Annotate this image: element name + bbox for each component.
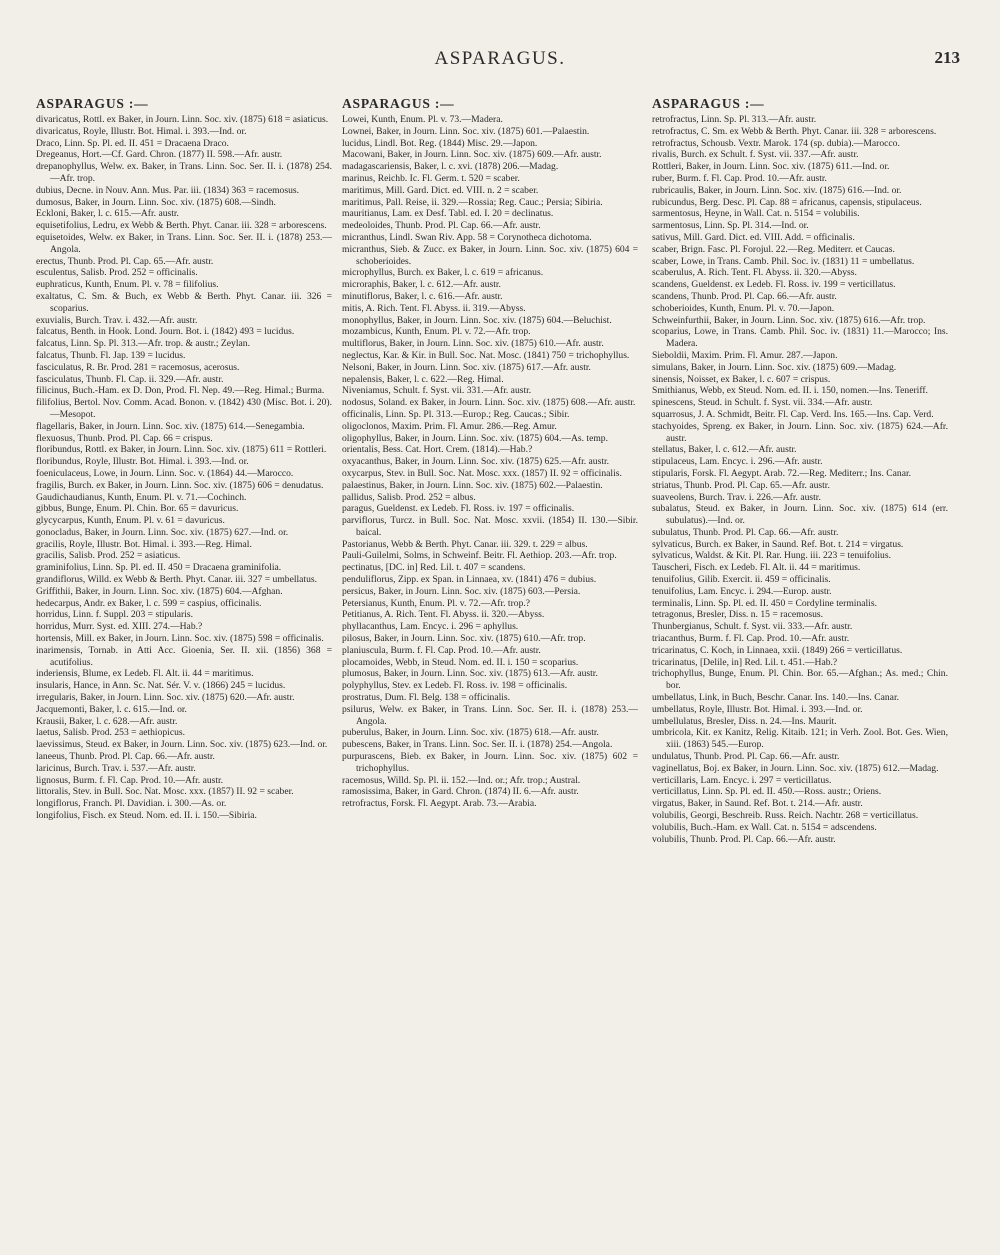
index-entry: pectinatus, [DC. in] Red. Lil. t. 407 = scandens. — [342, 562, 526, 574]
index-entry: hortensis, Mill. ex Baker, in Journ. Linn. Soc. xiv. (1875) 598 = officinalis. — [36, 633, 324, 645]
index-entry: Sieboldii, Maxim. Prim. Fl. Amur. 287.—Japon. — [652, 349, 838, 361]
index-entry: inarimensis, Tornab. in Atti Acc. Gioenia, Ser. II. xii. (1856) 368 = acutifolius. — [36, 644, 332, 668]
index-entry: pilosus, Baker, in Journ. Linn. Soc. xiv. (1875) 610.—Afr. trop. — [342, 633, 586, 645]
index-entry: plumosus, Baker, in Journ. Linn. Soc. xiv. (1875) 613.—Afr. austr. — [342, 668, 598, 680]
index-entry: schoberioides, Kunth, Enum. Pl. v. 70.—Japon. — [652, 302, 835, 314]
index-entry: fasciculatus, Thunb. Fl. Cap. ii. 329.—Afr. austr. — [36, 373, 224, 385]
index-entry: flagellaris, Baker, in Journ. Linn. Soc. xiv. (1875) 614.—Senegambia. — [36, 420, 305, 432]
index-entry: exaltatus, C. Sm. & Buch, ex Webb & Berth. Phyt. Canar. iii. 326 = scoparius. — [36, 290, 332, 314]
index-entry: neglectus, Kar. & Kir. in Bull. Soc. Nat. Mosc. (1841) 750 = trichophyllus. — [342, 349, 630, 361]
index-entry: scaber, Lowe, in Trans. Camb. Phil. Soc. iv. (1831) 11 = umbellatus. — [652, 255, 915, 267]
index-entry: Lowei, Kunth, Enum. Pl. v. 73.—Madera. — [342, 114, 503, 125]
index-entry: stipularis, Forsk. Fl. Aegypt. Arab. 72.—Reg. Mediterr.; Ins. Canar. — [652, 467, 912, 479]
column-3 — [652, 96, 948, 1176]
index-entry: Pastorianus, Webb & Berth. Phyt. Canar. iii. 329. t. 229 = albus. — [342, 538, 588, 550]
index-entry: tetragonus, Bresler, Diss. n. 15 = racemosus. — [652, 609, 824, 621]
index-entry: psilurus, Welw. ex Baker, in Trans. Linn. Soc. Ser. II. i. (1878) 253.—Angola. — [342, 703, 638, 727]
index-entry: Smithianus, Webb, ex Steud. Nom. ed. II. i. 150, nomen.—Ins. Teneriff. — [652, 385, 928, 397]
index-entry: gibbus, Bunge, Enum. Pl. Chin. Bor. 65 = davuricus. — [36, 503, 239, 515]
index-entry: tenuifolius, Gilib. Exercit. ii. 459 = officinalis. — [652, 574, 831, 586]
index-entry: horridus, Murr. Syst. ed. XIII. 274.—Hab.? — [36, 621, 203, 633]
column-heading: ASPARAGUS :— — [342, 96, 455, 111]
index-entry: equisetoides, Welw. ex Baker, in Trans. Linn. Soc. Ser. II. i. (1878) 253.—Angola. — [36, 231, 332, 255]
index-entry: nepalensis, Baker, l. c. 622.—Reg. Himal. — [342, 373, 504, 385]
index-entry: euphraticus, Kunth, Enum. Pl. v. 78 = filifolius. — [36, 279, 219, 291]
index-entry: maritimus, Pall. Reise, ii. 329.—Rossia; Reg. Cauc.; Persia; Sibiria. — [342, 196, 603, 208]
index-entry: palaestinus, Baker, in Journ. Linn. Soc. xiv. (1875) 602.—Palaestin. — [342, 479, 603, 491]
index-entry: filifolius, Bertol. Nov. Comm. Acad. Bonon. v. (1842) 430 (Misc. Bot. i. 20).—Mesopot. — [36, 397, 332, 420]
index-entry: oligophyllus, Baker, in Journ. Linn. Soc. xiv. (1875) 604.—As. temp. — [342, 432, 609, 444]
index-entry: penduliflorus, Zipp. ex Span. in Linnaea, xv. (1841) 476 = dubius. — [342, 574, 597, 586]
index-entry: Petitianus, A. Rich. Tent. Fl. Abyss. ii. 320.—Abyss. — [342, 609, 545, 621]
index-entry: umbricola, Kit. ex Kanitz, Relig. Kitaib. 121; in Verh. Zool. Bot. Ges. Wien, xiii. (1863) 545.—Europ. — [652, 727, 948, 751]
index-entry: subalatus, Steud. ex Baker, in Journ. Linn. Soc. xiv. (1875) 614 (err. subulatus).—Ind. or. — [652, 503, 948, 527]
index-entry: horridus, Linn. f. Suppl. 203 = stipularis. — [36, 609, 194, 621]
index-entry: plocamoides, Webb, in Steud. Nom. ed. II. i. 150 = scoparius. — [342, 656, 579, 668]
index-entry: drepanophyllus, Welw. ex. Baker, in Trans. Linn. Soc. Ser. II. i. (1878) 254.—Afr. trop. — [36, 161, 332, 184]
index-entry: scaber, Brign. Fasc. Pl. Forojul. 22.—Reg. Mediterr. et Caucas. — [652, 243, 895, 255]
index-entry: sinensis, Noisset, ex Baker, l. c. 607 = crispus. — [652, 373, 831, 385]
index-entry: Dregeanus, Hort.—Cf. Gard. Chron. (1877) II. 598.—Afr. austr. — [36, 149, 283, 161]
index-entry: falcatus, Linn. Sp. Pl. 313.—Afr. trop. & austr.; Zeylan. — [36, 338, 250, 350]
index-entry: erectus, Thunb. Prod. Pl. Cap. 65.—Afr. austr. — [36, 255, 214, 267]
index-entry: graminifolius, Linn. Sp. Pl. ed. II. 450 = Dracaena graminifolia. — [36, 562, 282, 574]
index-entry: sylvaticus, Burch. ex Baker, in Saund. Ref. Bot. t. 214 = virgatus. — [652, 538, 904, 550]
index-entry: phyllacanthus, Lam. Encyc. i. 296 = aphyllus. — [342, 621, 519, 633]
index-entry: fasciculatus, R. Br. Prod. 281 = racemosus, acerosus. — [36, 361, 240, 373]
index-entry: volubilis, Georgi, Beschreib. Russ. Reich. Nachtr. 268 = verticillatus. — [652, 810, 919, 822]
column-1 — [36, 96, 332, 1176]
index-entry: scaberulus, A. Rich. Tent. Fl. Abyss. ii. 320.—Abyss. — [652, 267, 857, 279]
index-entry: Pauli-Guilelmi, Solms, in Schweinf. Beitr. Fl. Aethiop. 203.—Afr. trop. — [342, 550, 617, 562]
index-entry: tricarinatus, [Delile, in] Red. Lil. t. 451.—Hab.? — [652, 656, 838, 668]
index-entry: Rottleri, Baker, in Journ. Linn. Soc. xiv. (1875) 611.—Ind. or. — [652, 161, 890, 173]
index-entry: Jacquemonti, Baker, l. c. 615.—Ind. or. — [36, 703, 187, 715]
index-entry: glycycarpus, Kunth, Enum. Pl. v. 61 = davuricus. — [36, 515, 225, 527]
index-entry: verticillaris, Lam. Encyc. i. 297 = verticillatus. — [652, 774, 832, 786]
column-2 — [342, 96, 638, 1176]
index-entry: Draco, Linn. Sp. Pl. ed. II. 451 = Dracaena Draco. — [36, 137, 229, 149]
index-entry: floribundus, Royle, Illustr. Bot. Himal. i. 393.—Ind. or. — [36, 456, 249, 468]
index-entry: Macowani, Baker, in Journ. Linn. Soc. xiv. (1875) 609.—Afr. austr. — [342, 149, 602, 161]
index-entry: polyphyllus, Stev. ex Ledeb. Fl. Ross. iv. 198 = officinalis. — [342, 680, 568, 692]
index-entry: paragus, Gueldenst. ex Ledeb. Fl. Ross. iv. 197 = officinalis. — [342, 503, 575, 515]
index-entry: rivalis, Burch. ex Schult. f. Syst. vii. 337.—Afr. austr. — [652, 149, 859, 161]
index-entry: oxycarpus, Stev. in Bull. Soc. Nat. Mosc. xxx. (1857) II. 92 = officinalis. — [342, 467, 622, 479]
index-entry: maritimus, Mill. Gard. Dict. ed. VIII. n. 2 = scaber. — [342, 184, 539, 196]
index-entry: simulans, Baker, in Journ. Linn. Soc. xiv. (1875) 609.—Madag. — [652, 361, 897, 373]
index-entry: vaginellatus, Boj. ex Baker, in Journ. Linn. Soc. xiv. (1875) 612.—Madag. — [652, 762, 939, 774]
index-entry: scandens, Thunb. Prod. Pl. Cap. 66.—Afr. austr. — [652, 290, 837, 302]
index-entry: puberulus, Baker, in Journ. Linn. Soc. xiv. (1875) 618.—Afr. austr. — [342, 727, 599, 739]
index-entry: ramosissima, Baker, in Gard. Chron. (1874) II. 6.—Afr. austr. — [342, 786, 579, 798]
index-entry: umbellulatus, Bresler, Diss. n. 24.—Ins. Maurit. — [652, 715, 837, 727]
index-entry: Griffithii, Baker, in Journ. Linn. Soc. xiv. (1875) 604.—Afghan. — [36, 585, 283, 597]
index-entry: tricarinatus, C. Koch, in Linnaea, xxii. (1849) 266 = verticillatus. — [652, 644, 903, 656]
index-entry: gracilis, Royle, Illustr. Bot. Himal. i. 393.—Reg. Himal. — [36, 538, 252, 550]
index-entry: monophyllus, Baker, in Journ. Linn. Soc. xiv. (1875) 604.—Beluchist. — [342, 314, 612, 326]
index-entry: sarmentosus, Linn. Sp. Pl. 314.—Ind. or. — [652, 220, 809, 232]
index-entry: sylvaticus, Waldst. & Kit. Pl. Rar. Hung. iii. 223 = tenuifolius. — [652, 550, 891, 562]
index-entry: Lownei, Baker, in Journ. Linn. Soc. xiv. (1875) 601.—Palaestin. — [342, 125, 590, 137]
index-entry: longifolius, Fisch. ex Steud. Nom. ed. II. i. 150.—Sibiria. — [36, 810, 257, 822]
index-entry: retrofractus, Schousb. Vextr. Marok. 174 (sp. dubia).—Marocco. — [652, 137, 900, 149]
index-entry: scoparius, Lowe, in Trans. Camb. Phil. Soc. iv. (1831) 11.—Marocco; Ins. Madera. — [652, 326, 948, 350]
index-entry: retrofractus, Linn. Sp. Pl. 313.—Afr. austr. — [652, 114, 817, 125]
index-entry: micranthus, Lindl. Swan Riv. App. 58 = Corynotheca dichotoma. — [342, 231, 592, 243]
index-entry: longiflorus, Franch. Pl. Davidian. i. 300.—As. or. — [36, 798, 227, 810]
index-entry: lucidus, Lindl. Bot. Reg. (1844) Misc. 29.—Japon. — [342, 137, 538, 149]
index-entry: lignosus, Burm. f. Fl. Cap. Prod. 10.—Afr. austr. — [36, 774, 224, 786]
index-entry: medeoloides, Thunb. Prod. Pl. Cap. 66.—Afr. austr. — [342, 220, 541, 232]
index-entry: marinus, Reichb. Ic. Fl. Germ. t. 520 = scaber. — [342, 172, 520, 184]
index-entry: inderiensis, Blume, ex Ledeb. Fl. Alt. ii. 44 = maritimus. — [36, 668, 254, 680]
index-entry: oxyacanthus, Baker, in Journ. Linn. Soc. xiv. (1875) 625.—Afr. austr. — [342, 456, 610, 468]
index-entry: racemosus, Willd. Sp. Pl. ii. 152.—Ind. or.; Afr. trop.; Austral. — [342, 774, 581, 786]
index-entry: laevissimus, Steud. ex Baker, in Journ. Linn. Soc. xiv. (1875) 623.—Ind. or. — [36, 739, 328, 751]
index-entry: divaricatus, Royle, Illustr. Bot. Himal. i. 393.—Ind. or. — [36, 125, 247, 137]
index-entry: orientalis, Bess. Cat. Hort. Crem. (1814).—Hab.? — [342, 444, 533, 456]
index-entry: retrofractus, Forsk. Fl. Aegypt. Arab. 73.—Arabia. — [342, 798, 537, 810]
index-entry: mozambicus, Kunth, Enum. Pl. v. 72.—Afr. trop. — [342, 326, 531, 338]
index-entry: grandiflorus, Willd. ex Webb & Berth. Phyt. Canar. iii. 327 = umbellatus. — [36, 574, 318, 586]
index-entry: stachyoides, Spreng. ex Baker, in Journ. Linn. Soc. xiv. (1875) 624.—Afr. austr. — [652, 420, 948, 444]
index-entry: exuvialis, Burch. Trav. i. 432.—Afr. austr. — [36, 314, 198, 326]
index-entry: Gaudichaudianus, Kunth, Enum. Pl. v. 71.—Cochinch. — [36, 491, 247, 503]
index-entry: filicinus, Buch.-Ham. ex D. Don, Prod. Fl. Nep. 49.—Reg. Himal.; Burma. — [36, 385, 325, 397]
index-entry: planiuscula, Burm. f. Fl. Cap. Prod. 10.—Afr. austr. — [342, 644, 541, 656]
index-entry: laricinus, Burch. Trav. i. 537.—Afr. austr. — [36, 762, 196, 774]
index-entry: subulatus, Thunb. Prod. Pl. Cap. 66.—Afr. austr. — [652, 526, 839, 538]
running-title: ASPARAGUS. — [434, 48, 566, 69]
index-entry: insularis, Hance, in Ann. Sc. Nat. Sér. V. v. (1866) 245 = lucidus. — [36, 680, 286, 692]
index-entry: Nelsoni, Baker, in Journ. Linn. Soc. xiv. (1875) 617.—Afr. austr. — [342, 361, 591, 373]
index-entry: sativus, Mill. Gard. Dict. ed. VIII. Add. = officinalis. — [652, 231, 855, 243]
index-entry: persicus, Baker, in Journ. Linn. Soc. xiv. (1875) 603.—Persia. — [342, 585, 581, 597]
index-entry: microraphis, Baker, l. c. 612.—Afr. austr. — [342, 279, 501, 291]
index-entry: umbellatus, Royle, Illustr. Bot. Himal. i. 393.—Ind. or. — [652, 703, 863, 715]
index-entry: micranthus, Sieb. & Zucc. ex Baker, in Journ. Linn. Soc. xiv. (1875) 604 = schoberioides. — [342, 243, 638, 267]
index-entry: terminalis, Linn. Sp. Pl. ed. II. 450 = Cordyline terminalis. — [652, 597, 877, 609]
index-entry: divaricatus, Rottl. ex Baker, in Journ. Linn. Soc. xiv. (1875) 618 = asiaticus. — [36, 114, 329, 125]
index-entry: volubilis, Buch.-Ham. ex Wall. Cat. n. 5154 = adscendens. — [652, 821, 877, 833]
index-entry: hedecarpus, Andr. ex Baker, l. c. 599 = caspius, officinalis. — [36, 597, 262, 609]
index-entry: laneeus, Thunb. Prod. Pl. Cap. 66.—Afr. austr. — [36, 751, 215, 763]
index-entry: laetus, Salisb. Prod. 253 = aethiopicus. — [36, 727, 186, 739]
index-entry: Tauscheri, Fisch. ex Ledeb. Fl. Alt. ii. 44 = maritimus. — [652, 562, 861, 574]
index-entry: madagascariensis, Baker, l. c. xvi. (1878) 206.—Madag. — [342, 161, 559, 173]
index-entry: stipulaceus, Lam. Encyc. i. 296.—Afr. austr. — [652, 456, 823, 468]
index-entry: retrofractus, C. Sm. ex Webb & Berth. Phyt. Canar. iii. 328 = arborescens. — [652, 125, 937, 137]
index-entry: mauritianus, Lam. ex Desf. Tabl. ed. I. 20 = declinatus. — [342, 208, 554, 220]
index-entry: pubescens, Baker, in Trans. Linn. Soc. Ser. II. i. (1878) 254.—Angola. — [342, 739, 613, 751]
index-entry: tenuifolius, Lam. Encyc. i. 294.—Europ. austr. — [652, 585, 832, 597]
index-entry: falcatus, Benth. in Hook. Lond. Journ. Bot. i. (1842) 493 = lucidus. — [36, 326, 295, 338]
index-entry: flexuosus, Thunb. Prod. Pl. Cap. 66 = crispus. — [36, 432, 213, 444]
index-entry: scandens, Gueldenst. ex Ledeb. Fl. Ross. iv. 199 = verticillatus. — [652, 279, 896, 291]
index-entry: gracilis, Salisb. Prod. 252 = asiaticus. — [36, 550, 181, 562]
index-entry: esculentus, Salisb. Prod. 252 = officinalis. — [36, 267, 198, 279]
index-entry: foeniculaceus, Lowe, in Journ. Linn. Soc. v. (1864) 44.—Marocco. — [36, 467, 294, 479]
index-entry: parviflorus, Turcz. in Bull. Soc. Nat. Mosc. xxvii. (1854) II. 130.—Sibir. baical. — [342, 515, 638, 538]
index-entry: dubius, Decne. in Nouv. Ann. Mus. Par. iii. (1834) 363 = racemosus. — [36, 184, 299, 196]
index-entry: purpurascens, Bieb. ex Baker, in Journ. Linn. Soc. xiv. (1875) 602 = trichophyllus. — [342, 751, 638, 774]
index-entry: Thunbergianus, Schult. f. Syst. vii. 333.—Afr. austr. — [652, 621, 853, 633]
index-entry: fragilis, Burch. ex Baker, in Journ. Linn. Soc. xiv. (1875) 606 = denudatus. — [36, 479, 324, 491]
index-entry: virgatus, Baker, in Saund. Ref. Bot. t. 214.—Afr. austr. — [652, 798, 863, 810]
page-number: 213 — [934, 48, 960, 67]
index-entry: verticillatus, Linn. Sp. Pl. ed. II. 450.—Ross. austr.; Oriens. — [652, 786, 882, 798]
index-entry: littoralis, Stev. in Bull. Soc. Nat. Mosc. xxx. (1857) II. 92 = scaber. — [36, 786, 294, 798]
index-entry: multiflorus, Baker, in Journ. Linn. Soc. xiv. (1875) 610.—Afr. austr. — [342, 338, 604, 350]
index-entry: rubricaulis, Baker, in Journ. Linn. Soc. xiv. (1875) 616.—Ind. or. — [652, 184, 902, 196]
index-entry: officinalis, Linn. Sp. Pl. 313.—Europ.; Reg. Caucas.; Sibir. — [342, 408, 570, 420]
index-entry: irregularis, Baker, in Journ. Linn. Soc. xiv. (1875) 620.—Afr. austr. — [36, 692, 295, 704]
index-entry: sarmentosus, Heyne, in Wall. Cat. n. 5154 = volubilis. — [652, 208, 860, 220]
index-entry: suaveolens, Burch. Trav. i. 226.—Afr. austr. — [652, 491, 821, 503]
index-entry: pallidus, Salisb. Prod. 252 = albus. — [342, 491, 476, 503]
index-entry: volubilis, Thunb. Prod. Pl. Cap. 66.—Afr. austr. — [652, 833, 836, 845]
index-entry: prostratus, Dum. Fl. Belg. 138 = officinalis. — [342, 692, 511, 704]
index-entry: Eckloni, Baker, l. c. 615.—Afr. austr. — [36, 208, 179, 220]
index-entry: rubicundus, Berg. Desc. Pl. Cap. 88 = africanus, capensis, stipulaceus. — [652, 196, 922, 208]
index-entry: Krausii, Baker, l. c. 628.—Afr. austr. — [36, 715, 178, 727]
index-entry: dumosus, Baker, in Journ. Linn. Soc. xiv. (1875) 608.—Sindh. — [36, 196, 276, 208]
index-entry: trichophyllus, Bunge, Enum. Pl. Chin. Bor. 65.—Afghan.; As. med.; Chin. bor. — [652, 668, 948, 692]
index-entry: ruber, Burm. f. Fl. Cap. Prod. 10.—Afr. austr. — [652, 172, 827, 184]
index-entry: stellatus, Baker, l. c. 612.—Afr. austr. — [652, 444, 797, 456]
index-entry: squarrosus, J. A. Schmidt, Beitr. Fl. Cap. Verd. Ins. 165.—Ins. Cap. Verd. — [652, 408, 934, 420]
index-entry: umbellatus, Link, in Buch, Beschr. Canar. Ins. 140.—Ins. Canar. — [652, 692, 900, 704]
index-entry: triacanthus, Burm. f. Fl. Cap. Prod. 10.—Afr. austr. — [652, 633, 850, 645]
index-entry: mitis, A. Rich. Tent. Fl. Abyss. ii. 319.—Abyss. — [342, 302, 526, 314]
index-entry: minutiflorus, Baker, l. c. 616.—Afr. austr. — [342, 290, 503, 302]
index-entry: undulatus, Thunb. Prod. Pl. Cap. 66.—Afr. austr. — [652, 751, 840, 763]
index-entry: oligoclonos, Maxim. Prim. Fl. Amur. 286.—Reg. Amur. — [342, 420, 557, 432]
index-entry: equisetifolius, Ledru, ex Webb & Berth. Phyt. Canar. iii. 328 = arborescens. — [36, 220, 327, 232]
index-entry: Schweinfurthii, Baker, in Journ. Linn. Soc. xiv. (1875) 616.—Afr. trop. — [652, 314, 926, 326]
index-entry: Niveniamus, Schult. f. Syst. vii. 331.—Afr. austr. — [342, 385, 532, 397]
index-entry: nodosus, Soland. ex Baker, in Journ. Linn. Soc. xiv. (1875) 608.—Afr. austr. — [342, 397, 636, 409]
index-entry: spinescens, Steud. in Schult. f. Syst. vii. 334.—Afr. austr. — [652, 397, 873, 409]
column-heading: ASPARAGUS :— — [652, 96, 765, 111]
index-entry: Petersianus, Kunth, Enum. Pl. v. 72.—Afr. trop.? — [342, 597, 531, 609]
index-entry: microphyllus, Burch. ex Baker, l. c. 619 = africanus. — [342, 267, 544, 279]
index-entry: falcatus, Thunb. Fl. Jap. 139 = lucidus. — [36, 349, 186, 361]
index-entry: floribundus, Rottl. ex Baker, in Journ. Linn. Soc. xiv. (1875) 611 = Rottleri. — [36, 444, 327, 456]
column-heading: ASPARAGUS :— — [36, 96, 149, 111]
index-entry: gonocladus, Baker, in Journ. Linn. Soc. xiv. (1875) 627.—Ind. or. — [36, 526, 289, 538]
index-entry: striatus, Thunb. Prod. Pl. Cap. 65.—Afr. austr. — [652, 479, 830, 491]
